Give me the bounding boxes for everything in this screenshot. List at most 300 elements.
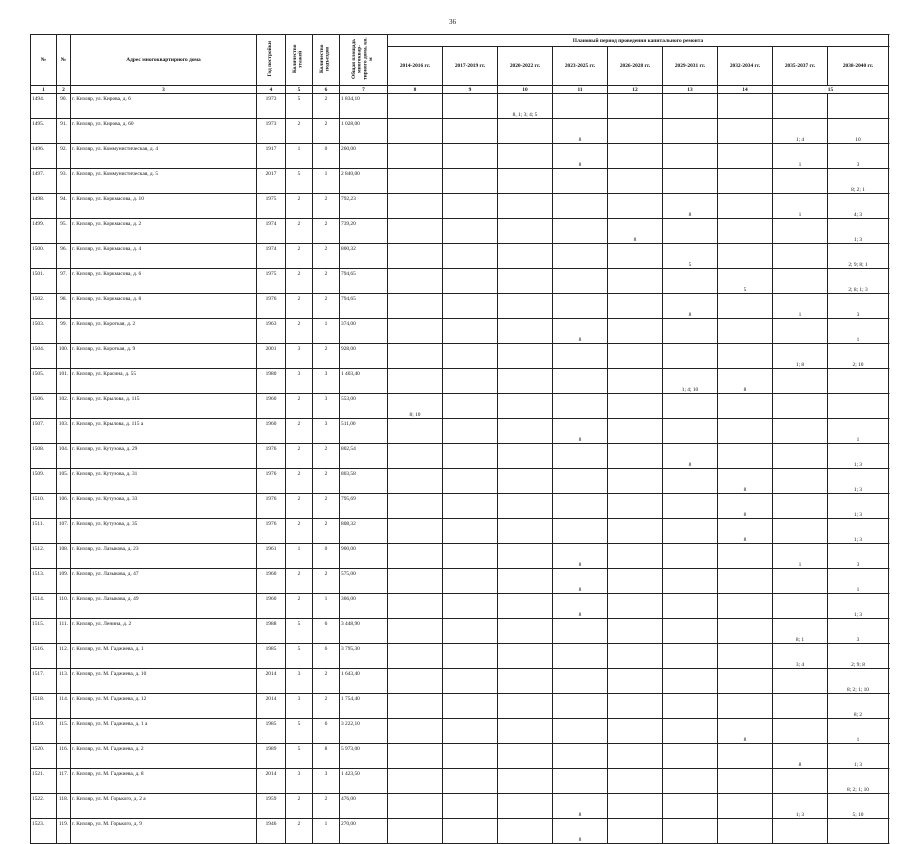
local-number-cell: 91. [57, 119, 71, 144]
entrances-cell: 2 [313, 219, 340, 244]
address-cell: г. Кизляр, ул. Лазыкова, д. 47 [71, 569, 257, 594]
period-cell-4 [608, 694, 663, 719]
local-number-cell: 98. [57, 294, 71, 319]
row-number-cell: 1503. [31, 319, 57, 344]
period-cell-7: 1 [773, 294, 828, 319]
header-period-6: 2032-2034 гг. [718, 47, 773, 86]
address-cell: г. Кизляр, ул. М. Гаджиева, д. 12 [71, 694, 257, 719]
period-cell-7 [773, 519, 828, 544]
area-cell: 1 028,00 [340, 119, 388, 144]
period-cell-6 [718, 444, 773, 469]
entrances-cell: 2 [313, 669, 340, 694]
period-cell-1 [443, 569, 498, 594]
area-cell: 3 448,90 [340, 619, 388, 644]
period-cell-6 [718, 344, 773, 369]
year-built-cell: 1974 [257, 219, 286, 244]
period-cell-8: 2; 8; 1; 3 [828, 269, 889, 294]
floors-cell: 1 [286, 144, 313, 169]
period-cell-6 [718, 819, 773, 844]
entrances-cell: 2 [313, 269, 340, 294]
column-number-11: 11 [553, 86, 608, 94]
period-cell-1 [443, 694, 498, 719]
floors-cell: 5 [286, 94, 313, 119]
area-cell: 802,54 [340, 444, 388, 469]
period-cell-6 [718, 169, 773, 194]
row-number-cell: 1495. [31, 119, 57, 144]
table-row [31, 494, 889, 519]
period-cell-6 [718, 769, 773, 794]
period-cell-5 [663, 819, 718, 844]
period-cell-6 [718, 569, 773, 594]
period-cell-4 [608, 244, 663, 269]
area-cell: 366,00 [340, 594, 388, 619]
floors-cell: 3 [286, 769, 313, 794]
period-cell-2 [498, 144, 553, 169]
floors-cell: 2 [286, 419, 313, 444]
address-cell: г. Кизляр, ул. М. Гаджиева, д. 1 а [71, 719, 257, 744]
table-row [31, 694, 889, 719]
row-number-cell: 1509. [31, 469, 57, 494]
row-number-cell: 1508. [31, 444, 57, 469]
period-cell-0 [388, 519, 443, 544]
period-cell-0 [388, 669, 443, 694]
local-number-cell: 110. [57, 594, 71, 619]
period-cell-6 [718, 119, 773, 144]
period-cell-6 [718, 544, 773, 569]
table-row [31, 294, 889, 319]
period-cell-5: 8 [663, 294, 718, 319]
year-built-cell: 1976 [257, 444, 286, 469]
local-number-cell: 104. [57, 444, 71, 469]
table-row [31, 544, 889, 569]
address-cell: г. Кизляр, ул. Кутузова, д. 35 [71, 519, 257, 544]
period-cell-5 [663, 394, 718, 419]
period-cell-2 [498, 669, 553, 694]
local-number-cell: 117. [57, 769, 71, 794]
entrances-cell: 1 [313, 319, 340, 344]
floors-cell: 2 [286, 444, 313, 469]
capital-repair-table [30, 34, 889, 844]
period-cell-3 [553, 444, 608, 469]
row-number-cell: 1522. [31, 794, 57, 819]
row-number-cell: 1515. [31, 619, 57, 644]
entrances-cell: 0 [313, 144, 340, 169]
period-cell-7 [773, 569, 828, 594]
entrances-cell: 2 [313, 94, 340, 119]
local-number-cell: 92. [57, 144, 71, 169]
period-cell-1 [443, 644, 498, 669]
period-cell-4 [608, 144, 663, 169]
table-row [31, 644, 889, 669]
floors-cell: 5 [286, 619, 313, 644]
period-cell-7 [773, 169, 828, 194]
period-cell-7 [773, 369, 828, 394]
table-row [31, 669, 889, 694]
floors-cell: 2 [286, 219, 313, 244]
year-built-cell: 1980 [257, 369, 286, 394]
address-cell: г. Кизляр, ул. Крылова, д. 115 [71, 394, 257, 419]
area-cell: 1 643,40 [340, 669, 388, 694]
year-built-cell: 1985 [257, 719, 286, 744]
address-cell: г. Кизляр, ул. Кутузова, д. 33 [71, 494, 257, 519]
period-cell-4 [608, 419, 663, 444]
period-cell-7 [773, 94, 828, 119]
local-number-cell: 96. [57, 244, 71, 269]
entrances-cell: 3 [313, 369, 340, 394]
period-cell-3 [553, 244, 608, 269]
entrances-cell: 2 [313, 694, 340, 719]
period-cell-0 [388, 94, 443, 119]
entrances-cell: 2 [313, 794, 340, 819]
period-cell-8: 8; 2 [828, 694, 889, 719]
table-row [31, 569, 889, 594]
period-cell-8: 10 [828, 119, 889, 144]
local-number-cell: 94. [57, 194, 71, 219]
period-cell-4: 8 [608, 219, 663, 244]
period-cell-1 [443, 169, 498, 194]
floors-cell: 2 [286, 594, 313, 619]
address-cell: г. Кизляр, ул. М. Гаджиева, д. 2 [71, 744, 257, 769]
period-cell-4 [608, 744, 663, 769]
entrances-cell: 1 [313, 594, 340, 619]
area-cell: 3 222,10 [340, 719, 388, 744]
period-cell-5 [663, 469, 718, 494]
period-cell-2 [498, 519, 553, 544]
period-cell-6: 8 [718, 469, 773, 494]
period-cell-1 [443, 444, 498, 469]
local-number-cell: 119. [57, 819, 71, 844]
header-period-1: 2017-2019 гг. [443, 47, 498, 86]
table-row [31, 219, 889, 244]
table-row [31, 819, 889, 844]
period-cell-8: 8; 2; 1 [828, 169, 889, 194]
period-cell-2 [498, 819, 553, 844]
area-cell: 511,00 [340, 419, 388, 444]
header-period-8: 2038-2040 гг. [828, 47, 889, 86]
period-cell-3: 8 [553, 419, 608, 444]
period-cell-6 [718, 419, 773, 444]
period-cell-6 [718, 144, 773, 169]
period-cell-4 [608, 194, 663, 219]
row-number-cell: 1523. [31, 819, 57, 844]
period-cell-7: 1; 8 [773, 344, 828, 369]
header-area [340, 35, 388, 86]
period-cell-0 [388, 719, 443, 744]
address-cell: г. Кизляр, ул. Коркмасова, д. 10 [71, 194, 257, 219]
period-cell-1 [443, 719, 498, 744]
period-cell-0 [388, 294, 443, 319]
address-cell: г. Кизляр, ул. М. Гаджиева, д. 1 [71, 644, 257, 669]
period-cell-3 [553, 694, 608, 719]
table-row [31, 794, 889, 819]
period-cell-8: 5; 10 [828, 794, 889, 819]
period-cell-8: 1; 3 [828, 519, 889, 544]
period-cell-1 [443, 594, 498, 619]
period-cell-1 [443, 419, 498, 444]
entrances-cell: 0 [313, 544, 340, 569]
table-row [31, 319, 889, 344]
row-number-cell: 1498. [31, 194, 57, 219]
period-cell-1 [443, 794, 498, 819]
entrances-cell: 6 [313, 619, 340, 644]
period-cell-8 [828, 94, 889, 119]
row-number-cell: 1507. [31, 419, 57, 444]
address-cell: г. Кизляр, ул. Короткая, д. 9 [71, 344, 257, 369]
period-cell-3 [553, 644, 608, 669]
period-cell-8: 8; 2; 1; 10 [828, 769, 889, 794]
area-cell: 739,20 [340, 219, 388, 244]
period-cell-2 [498, 269, 553, 294]
local-number-cell: 107. [57, 519, 71, 544]
period-cell-6: 8 [718, 719, 773, 744]
period-cell-2 [498, 694, 553, 719]
year-built-cell: 1917 [257, 144, 286, 169]
period-cell-0 [388, 144, 443, 169]
period-cell-7 [773, 819, 828, 844]
floors-cell: 5 [286, 169, 313, 194]
period-cell-5 [663, 169, 718, 194]
row-number-cell: 1506. [31, 394, 57, 419]
header-floors-text: Количество этажей [292, 44, 304, 74]
period-cell-8 [828, 819, 889, 844]
address-cell: г. Кизляр, ул. Кирова, д. 60 [71, 119, 257, 144]
header-year-built-text: Год постройки [267, 41, 274, 77]
period-cell-8: 3 [828, 619, 889, 644]
area-cell: 1 403,40 [340, 369, 388, 394]
table-row [31, 519, 889, 544]
area-cell: 808,32 [340, 519, 388, 544]
period-cell-0 [388, 244, 443, 269]
floors-cell: 2 [286, 794, 313, 819]
period-cell-7 [773, 594, 828, 619]
period-cell-5: 8 [663, 194, 718, 219]
area-cell: 270,00 [340, 819, 388, 844]
period-cell-3: 8 [553, 544, 608, 569]
period-cell-5 [663, 269, 718, 294]
period-cell-2: 8, 1; 3; 4; 5 [498, 94, 553, 119]
period-cell-2 [498, 169, 553, 194]
local-number-cell: 118. [57, 794, 71, 819]
period-cell-3 [553, 344, 608, 369]
period-cell-6 [718, 219, 773, 244]
period-cell-5 [663, 119, 718, 144]
year-built-cell: 1988 [257, 619, 286, 644]
period-cell-0 [388, 594, 443, 619]
period-cell-0 [388, 494, 443, 519]
local-number-cell: 100. [57, 344, 71, 369]
entrances-cell: 2 [313, 569, 340, 594]
period-cell-7 [773, 244, 828, 269]
entrances-cell: 6 [313, 644, 340, 669]
period-cell-0 [388, 469, 443, 494]
header-row-number: № [31, 35, 57, 86]
period-cell-2 [498, 469, 553, 494]
year-built-cell: 1975 [257, 269, 286, 294]
row-number-cell: 1512. [31, 544, 57, 569]
period-cell-3 [553, 269, 608, 294]
page-number: 36 [449, 18, 456, 26]
period-cell-8: 2; 9; 8; 1 [828, 244, 889, 269]
table-row [31, 344, 889, 369]
entrances-cell: 2 [313, 519, 340, 544]
floors-cell: 1 [286, 544, 313, 569]
period-cell-4 [608, 119, 663, 144]
period-cell-1 [443, 469, 498, 494]
period-cell-8: 1; 3 [828, 469, 889, 494]
year-built-cell: 1946 [257, 819, 286, 844]
floors-cell: 2 [286, 269, 313, 294]
floors-cell: 2 [286, 569, 313, 594]
table-row [31, 719, 889, 744]
entrances-cell: 6 [313, 719, 340, 744]
area-cell: 3 795,30 [340, 644, 388, 669]
area-cell: 800,32 [340, 244, 388, 269]
period-cell-5 [663, 594, 718, 619]
period-cell-0 [388, 269, 443, 294]
entrances-cell: 2 [313, 294, 340, 319]
period-cell-3 [553, 294, 608, 319]
period-cell-8: 1; 3 [828, 444, 889, 469]
period-cell-1 [443, 269, 498, 294]
period-cell-6 [718, 194, 773, 219]
period-cell-2 [498, 494, 553, 519]
header-entrances-text: Количество подъездов [319, 44, 331, 74]
local-number-cell: 106. [57, 494, 71, 519]
period-cell-7 [773, 319, 828, 344]
area-cell: 374,00 [340, 319, 388, 344]
period-cell-1 [443, 219, 498, 244]
column-number-9: 9 [443, 86, 498, 94]
address-cell: г. Кизляр, ул. Короткая, д. 2 [71, 319, 257, 344]
period-cell-7: 8 [773, 744, 828, 769]
period-cell-5 [663, 719, 718, 744]
header-period-3: 2023-2025 гг. [553, 47, 608, 86]
period-cell-4 [608, 494, 663, 519]
header-local-number: № [57, 35, 71, 86]
period-cell-6 [718, 644, 773, 669]
period-cell-6 [718, 244, 773, 269]
period-cell-1 [443, 544, 498, 569]
area-cell: 900,00 [340, 544, 388, 569]
period-cell-5 [663, 669, 718, 694]
period-cell-1 [443, 119, 498, 144]
floors-cell: 2 [286, 469, 313, 494]
year-built-cell: 1960 [257, 419, 286, 444]
year-built-cell: 1976 [257, 469, 286, 494]
local-number-cell: 113. [57, 669, 71, 694]
local-number-cell: 101. [57, 369, 71, 394]
period-cell-3 [553, 169, 608, 194]
period-cell-1 [443, 294, 498, 319]
period-cell-5 [663, 744, 718, 769]
period-cell-2 [498, 644, 553, 669]
floors-cell: 3 [286, 369, 313, 394]
period-cell-0 [388, 194, 443, 219]
entrances-cell: 2 [313, 444, 340, 469]
table-row [31, 394, 889, 419]
header-area-text: Общая площадь многоквар-тирного дома, кв. м [351, 37, 375, 81]
local-number-cell: 93. [57, 169, 71, 194]
period-cell-6 [718, 394, 773, 419]
column-number-6: 6 [313, 86, 340, 94]
period-cell-4 [608, 544, 663, 569]
period-cell-8: 1; 3 [828, 594, 889, 619]
row-number-cell: 1513. [31, 569, 57, 594]
period-cell-4 [608, 519, 663, 544]
period-cell-7: 8; 1 [773, 619, 828, 644]
column-number-15: 15 [773, 86, 889, 94]
row-number-cell: 1511. [31, 519, 57, 544]
period-cell-3 [553, 469, 608, 494]
local-number-cell: 97. [57, 269, 71, 294]
period-cell-0 [388, 119, 443, 144]
year-built-cell: 1973 [257, 119, 286, 144]
period-cell-0 [388, 694, 443, 719]
period-cell-2 [498, 219, 553, 244]
period-cell-8: 3 [828, 294, 889, 319]
period-cell-3 [553, 494, 608, 519]
period-cell-5: 8 [663, 444, 718, 469]
period-cell-1 [443, 144, 498, 169]
period-cell-2 [498, 744, 553, 769]
table-row [31, 169, 889, 194]
year-built-cell: 1989 [257, 744, 286, 769]
period-cell-6 [718, 594, 773, 619]
period-cell-8: 1 [828, 569, 889, 594]
area-cell: 1 834,10 [340, 94, 388, 119]
period-cell-7: 1; 3 [773, 794, 828, 819]
period-cell-4 [608, 469, 663, 494]
period-cell-6 [718, 94, 773, 119]
row-number-cell: 1520. [31, 744, 57, 769]
local-number-cell: 108. [57, 544, 71, 569]
year-built-cell: 2014 [257, 694, 286, 719]
local-number-cell: 111. [57, 619, 71, 644]
period-cell-3 [553, 519, 608, 544]
period-cell-3: 8 [553, 119, 608, 144]
period-cell-2 [498, 394, 553, 419]
period-cell-7 [773, 394, 828, 419]
year-built-cell: 2001 [257, 344, 286, 369]
row-number-cell: 1499. [31, 219, 57, 244]
floors-cell: 5 [286, 719, 313, 744]
period-cell-7 [773, 694, 828, 719]
entrances-cell: 2 [313, 344, 340, 369]
period-cell-1 [443, 744, 498, 769]
entrances-cell: 1 [313, 169, 340, 194]
period-cell-3: 8 [553, 819, 608, 844]
local-number-cell: 115. [57, 719, 71, 744]
period-cell-8: 8; 2; 1; 10 [828, 669, 889, 694]
column-number-4: 4 [257, 86, 286, 94]
period-cell-5 [663, 519, 718, 544]
row-number-cell: 1504. [31, 344, 57, 369]
period-cell-2 [498, 594, 553, 619]
column-number-5: 5 [286, 86, 313, 94]
entrances-cell: 2 [313, 469, 340, 494]
floors-cell: 3 [286, 669, 313, 694]
table-row [31, 769, 889, 794]
period-cell-6: 8 [718, 369, 773, 394]
local-number-cell: 99. [57, 319, 71, 344]
row-number-cell: 1496. [31, 144, 57, 169]
row-number-cell: 1505. [31, 369, 57, 394]
row-number-cell: 1510. [31, 494, 57, 519]
address-cell: г. Кизляр, ул. Красина, д. 55 [71, 369, 257, 394]
period-cell-7 [773, 494, 828, 519]
period-cell-2 [498, 769, 553, 794]
address-cell: г. Кизляр, ул. Кутузова, д. 29 [71, 444, 257, 469]
